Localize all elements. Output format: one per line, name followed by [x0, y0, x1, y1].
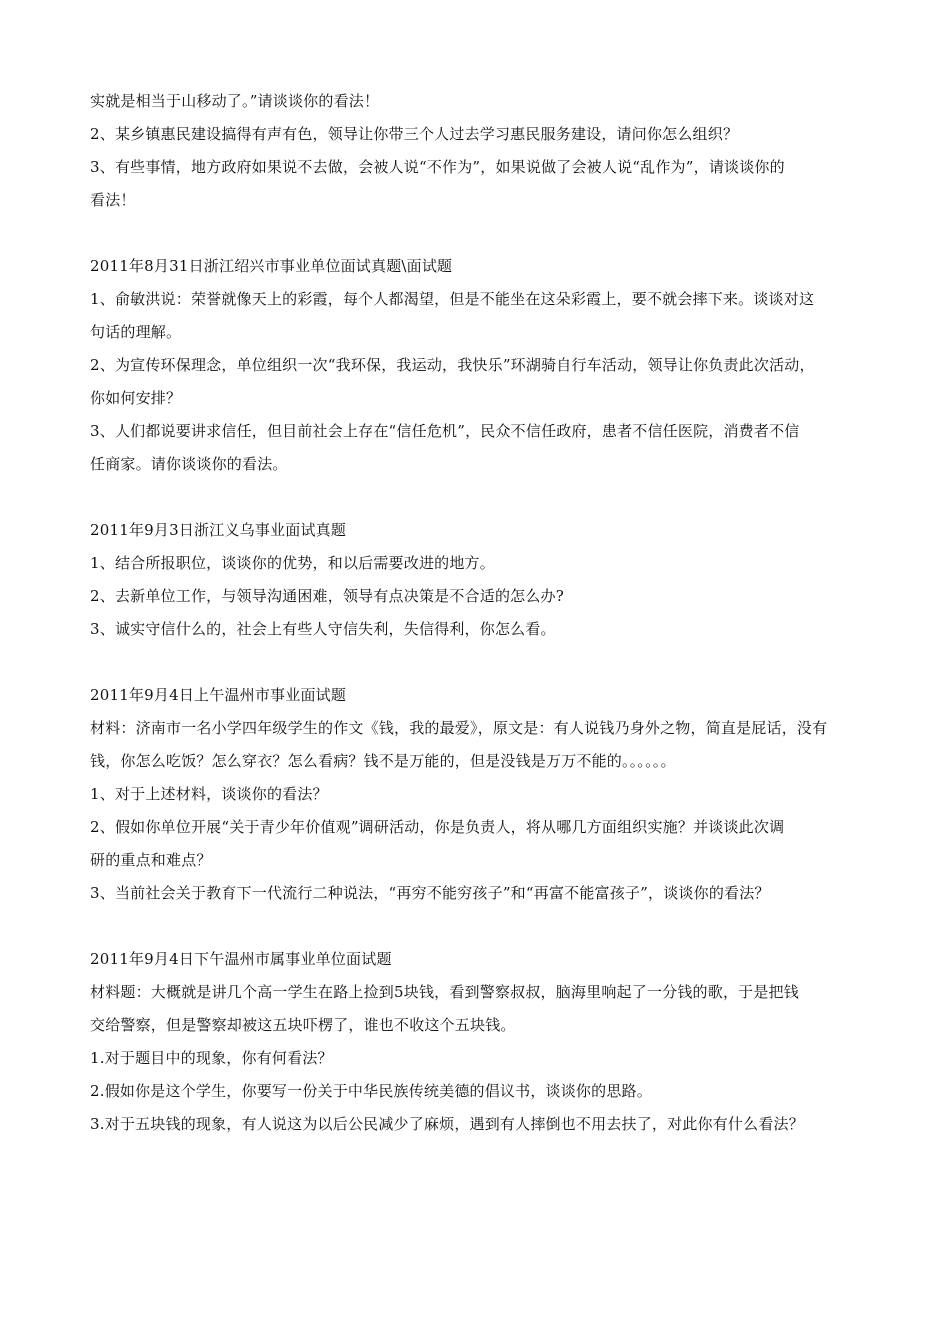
- section-yiwu: [90, 517, 870, 643]
- section-gap: [90, 220, 870, 253]
- paragraph-line: 1、对于上述材料，谈谈你的看法？: [90, 785, 328, 803]
- section-title: 2011年9月4日上午温州市事业面试题: [90, 686, 347, 704]
- section-title: 2011年8月31日浙江绍兴市事业单位面试真题\面试题: [90, 257, 453, 275]
- paragraph-line: 2.假如你是这个学生，你要写一份关于中华民族传统美德的倡议书，谈谈你的思路。: [90, 1082, 652, 1100]
- paragraph-line: 3、诚实守信什么的，社会上有些人守信失利，失信得利，你怎么看。: [90, 620, 556, 638]
- paragraph-line: 材料：济南市一名小学四年级学生的作文《钱，我的最爱》，原文是：有人说钱乃身外之物，简直是屁话，没有: [90, 719, 828, 737]
- paragraph-line: 3、人们都说要讲求信任，但目前社会上存在“信任危机”，民众不信任政府，患者不信任医院，消费者不信: [90, 422, 800, 440]
- section-title: 2011年9月4日下午温州市属事业单位面试题: [90, 950, 392, 968]
- paragraph-line: 研的重点和难点？: [90, 851, 212, 869]
- paragraph-line: 实就是相当于山移动了。”请谈谈你的看法！: [90, 92, 380, 110]
- paragraph-line: 3、有些事情，地方政府如果说不去做，会被人说“不作为”，如果说做了会被人说“乱作为”，请谈谈你的: [90, 158, 785, 176]
- document-page: [90, 88, 870, 1144]
- paragraph-line: 材料题：大概就是讲几个高一学生在路上捡到5块钱，看到警察叔叔，脑海里响起了一分钱的歌，于是把钱: [90, 983, 799, 1001]
- intro-block: [90, 88, 870, 214]
- section-gap: [90, 649, 870, 682]
- paragraph-line: 句话的理解。: [90, 323, 182, 341]
- paragraph-line: 2、去新单位工作，与领导沟通困难，领导有点决策是不合适的怎么办?: [90, 587, 564, 605]
- paragraph-line: 1.对于题目中的现象，你有何看法？: [90, 1049, 333, 1067]
- paragraph-line: 1、俞敏洪说：荣誉就像天上的彩霞，每个人都渴望，但是不能坐在这朵彩霞上，要不就会摔下来。谈谈对这: [90, 290, 815, 308]
- paragraph-line: 1、结合所报职位，谈谈你的优势，和以后需要改进的地方。: [90, 554, 495, 572]
- section-shaoxing: [90, 253, 870, 478]
- paragraph-line: 任商家。请你谈谈你的看法。: [90, 455, 288, 473]
- section-title: 2011年9月3日浙江义乌事业面试真题: [90, 521, 347, 539]
- paragraph-line: 钱，你怎么吃饭？怎么穿衣？怎么看病？钱不是万能的，但是没钱是万万不能的。。。。。。: [90, 752, 676, 770]
- section-wenzhou-morning: [90, 682, 870, 907]
- paragraph-line: 2、某乡镇惠民建设搞得有声有色，领导让你带三个人过去学习惠民服务建设，请问你怎么组织？: [90, 125, 739, 143]
- section-wenzhou-afternoon: [90, 946, 870, 1138]
- paragraph-line: 2、为宣传环保理念，单位组织一次“我环保，我运动，我快乐”环湖骑自行车活动，领导让你负责此次活动，: [90, 356, 815, 374]
- section-gap: [90, 484, 870, 517]
- paragraph-line: 你如何安排？: [90, 389, 182, 407]
- paragraph-line: 3.对于五块钱的现象，有人说这为以后公民减少了麻烦，遇到有人摔倒也不用去扶了，对此你有什么看法？: [90, 1115, 804, 1133]
- paragraph-line: 看法！: [90, 191, 136, 209]
- section-gap: [90, 913, 870, 946]
- paragraph-line: 3、当前社会关于教育下一代流行二种说法，“再穷不能穷孩子”和“再富不能富孩子”，谈谈你的看法？: [90, 884, 770, 902]
- paragraph-line: 2、假如你单位开展“关于青少年价值观”调研活动，你是负责人，将从哪几方面组织实施？并谈谈此次调: [90, 818, 785, 836]
- paragraph-line: 交给警察，但是警察却被这五块吓楞了，谁也不收这个五块钱。: [90, 1016, 516, 1034]
